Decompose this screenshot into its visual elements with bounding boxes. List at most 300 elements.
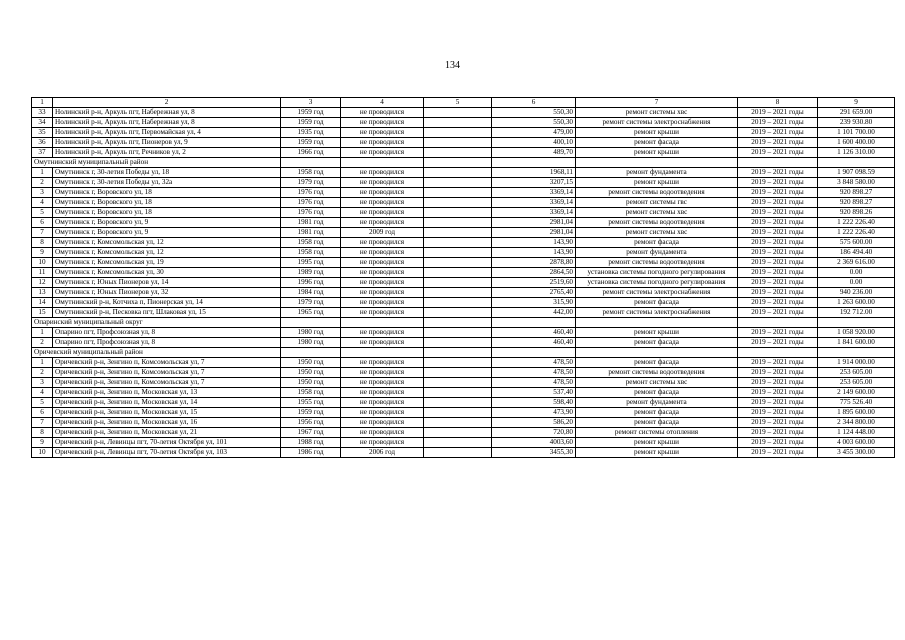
table-row xyxy=(32,168,895,178)
col-5-cell xyxy=(424,238,492,248)
work-type-cell: ремонт системы хвс xyxy=(576,208,738,218)
period-cell: 2019 – 2021 годы xyxy=(738,438,818,448)
column-number-4: 4 xyxy=(341,98,424,108)
address-cell: Нолинский р-н, Аркуль пгт, Набережная ул, 8 xyxy=(53,118,281,128)
table-row xyxy=(32,128,895,138)
area-cell: 400,10 xyxy=(492,138,576,148)
last-repair-year-cell: не проводился xyxy=(341,328,424,338)
address-cell: Омутнинск г, Комсомольская ул, 19 xyxy=(53,258,281,268)
col-5-cell xyxy=(424,108,492,118)
row-number-cell: 10 xyxy=(32,448,53,458)
cost-cell: 1 124 448.00 xyxy=(818,428,895,438)
build-year-cell: 1976 год xyxy=(281,188,341,198)
col-5-cell xyxy=(424,188,492,198)
section-empty-cell xyxy=(818,158,895,168)
cost-cell: 239 930.80 xyxy=(818,118,895,128)
address-cell: Омутнинск г, Воровского ул, 18 xyxy=(53,188,281,198)
cost-cell: 940 236.00 xyxy=(818,288,895,298)
address-cell: Омутнинск г, 30-летия Победы ул, 18 xyxy=(53,168,281,178)
area-cell: 3207,15 xyxy=(492,178,576,188)
area-cell: 478,50 xyxy=(492,368,576,378)
cost-cell: 253 605.00 xyxy=(818,378,895,388)
cost-cell: 0.00 xyxy=(818,268,895,278)
work-type-cell: ремонт фасада xyxy=(576,358,738,368)
address-cell: Омутнинск г, Комсомольская ул, 30 xyxy=(53,268,281,278)
area-cell: 2878,80 xyxy=(492,258,576,268)
area-cell: 143,90 xyxy=(492,248,576,258)
area-cell: 143,90 xyxy=(492,238,576,248)
column-number-row xyxy=(32,98,895,108)
work-type-cell: ремонт фундамента xyxy=(576,248,738,258)
address-cell: Омутнинск г, Юных Пионеров ул, 32 xyxy=(53,288,281,298)
period-cell: 2019 – 2021 годы xyxy=(738,278,818,288)
row-number-cell: 37 xyxy=(32,148,53,158)
section-empty-cell xyxy=(424,158,492,168)
section-empty-cell xyxy=(341,158,424,168)
area-cell: 3455,30 xyxy=(492,448,576,458)
cost-cell: 1 126 310.00 xyxy=(818,148,895,158)
column-number-9: 9 xyxy=(818,98,895,108)
row-number-cell: 35 xyxy=(32,128,53,138)
period-cell: 2019 – 2021 годы xyxy=(738,258,818,268)
address-cell: Омутнинский р-н, Котчиха п, Пионерская ул, 14 xyxy=(53,298,281,308)
section-empty-cell xyxy=(341,318,424,328)
row-number-cell: 36 xyxy=(32,138,53,148)
table-row xyxy=(32,178,895,188)
row-number-cell: 1 xyxy=(32,328,53,338)
cost-cell: 1 101 700.00 xyxy=(818,128,895,138)
work-type-cell: ремонт системы электроснабжения xyxy=(576,118,738,128)
address-cell: Оричевский р-н, Зенгино п, Московская ул, 15 xyxy=(53,408,281,418)
address-cell: Нолинский р-н, Аркуль пгт, Речников ул, 2 xyxy=(53,148,281,158)
col-5-cell xyxy=(424,138,492,148)
period-cell: 2019 – 2021 годы xyxy=(738,448,818,458)
column-number-3: 3 xyxy=(281,98,341,108)
last-repair-year-cell: 2006 год xyxy=(341,448,424,458)
last-repair-year-cell: не проводился xyxy=(341,408,424,418)
column-number-7: 7 xyxy=(576,98,738,108)
work-type-cell: ремонт системы электроснабжения xyxy=(576,288,738,298)
section-empty-cell xyxy=(738,318,818,328)
work-type-cell: ремонт фасада xyxy=(576,238,738,248)
column-number-8: 8 xyxy=(738,98,818,108)
build-year-cell: 1979 год xyxy=(281,178,341,188)
table-row xyxy=(32,358,895,368)
build-year-cell: 1956 год xyxy=(281,418,341,428)
area-cell: 460,40 xyxy=(492,338,576,348)
row-number-cell: 5 xyxy=(32,208,53,218)
row-number-cell: 12 xyxy=(32,278,53,288)
row-number-cell: 5 xyxy=(32,398,53,408)
area-cell: 479,00 xyxy=(492,128,576,138)
build-year-cell: 1965 год xyxy=(281,308,341,318)
build-year-cell: 1984 год xyxy=(281,288,341,298)
table-row xyxy=(32,298,895,308)
page-number: 134 xyxy=(445,60,460,71)
last-repair-year-cell: не проводился xyxy=(341,218,424,228)
cost-cell: 1 895 600.00 xyxy=(818,408,895,418)
work-type-cell: ремонт крыши xyxy=(576,148,738,158)
build-year-cell: 1950 год xyxy=(281,358,341,368)
address-cell: Омутнинск г, Воровского ул, 9 xyxy=(53,218,281,228)
cost-cell: 4 003 600.00 xyxy=(818,438,895,448)
area-cell: 2765,40 xyxy=(492,288,576,298)
period-cell: 2019 – 2021 годы xyxy=(738,378,818,388)
work-type-cell: ремонт системы хвс xyxy=(576,228,738,238)
last-repair-year-cell: не проводился xyxy=(341,368,424,378)
work-type-cell: ремонт фасада xyxy=(576,408,738,418)
area-cell: 598,40 xyxy=(492,398,576,408)
address-cell: Оричевский р-н, Зенгино п, Московская ул, 16 xyxy=(53,418,281,428)
address-cell: Оричевский р-н, Зенгино п, Комсомольская ул, 7 xyxy=(53,378,281,388)
section-empty-cell xyxy=(576,158,738,168)
period-cell: 2019 – 2021 годы xyxy=(738,358,818,368)
address-cell: Нолинский р-н, Аркуль пгт, Первомайская ул, 4 xyxy=(53,128,281,138)
row-number-cell: 2 xyxy=(32,338,53,348)
build-year-cell: 1950 год xyxy=(281,368,341,378)
table-row xyxy=(32,118,895,128)
work-type-cell: ремонт фундамента xyxy=(576,168,738,178)
build-year-cell: 1959 год xyxy=(281,108,341,118)
area-cell: 4003,60 xyxy=(492,438,576,448)
last-repair-year-cell: не проводился xyxy=(341,268,424,278)
col-5-cell xyxy=(424,258,492,268)
cost-cell: 1 222 226.40 xyxy=(818,218,895,228)
build-year-cell: 1981 год xyxy=(281,228,341,238)
period-cell: 2019 – 2021 годы xyxy=(738,148,818,158)
address-cell: Омутнинск г, Воровского ул, 9 xyxy=(53,228,281,238)
section-empty-cell xyxy=(281,158,341,168)
address-cell: Нолинский р-н, Аркуль пгт, Набережная ул, 8 xyxy=(53,108,281,118)
area-cell: 537,40 xyxy=(492,388,576,398)
period-cell: 2019 – 2021 годы xyxy=(738,388,818,398)
col-5-cell xyxy=(424,408,492,418)
section-row xyxy=(32,318,895,328)
section-empty-cell xyxy=(738,158,818,168)
col-5-cell xyxy=(424,248,492,258)
build-year-cell: 1989 год xyxy=(281,268,341,278)
address-cell: Опарино пгт, Профсоюзная ул, 8 xyxy=(53,338,281,348)
work-type-cell: ремонт фасада xyxy=(576,138,738,148)
area-cell: 720,80 xyxy=(492,428,576,438)
last-repair-year-cell: не проводился xyxy=(341,338,424,348)
cost-cell: 1 263 600.00 xyxy=(818,298,895,308)
row-number-cell: 4 xyxy=(32,388,53,398)
table-row xyxy=(32,448,895,458)
work-type-cell: установка системы погодного регулирования xyxy=(576,268,738,278)
work-type-cell: ремонт системы гвс xyxy=(576,198,738,208)
period-cell: 2019 – 2021 годы xyxy=(738,108,818,118)
build-year-cell: 1980 год xyxy=(281,328,341,338)
col-5-cell xyxy=(424,288,492,298)
row-number-cell: 8 xyxy=(32,428,53,438)
section-title: Опаринский муниципальный округ xyxy=(32,318,281,328)
col-5-cell xyxy=(424,298,492,308)
section-empty-cell xyxy=(341,348,424,358)
last-repair-year-cell: не проводился xyxy=(341,198,424,208)
cost-cell: 1 058 920.00 xyxy=(818,328,895,338)
table-row xyxy=(32,188,895,198)
column-number-6: 6 xyxy=(492,98,576,108)
section-empty-cell xyxy=(492,318,576,328)
build-year-cell: 1950 год xyxy=(281,378,341,388)
row-number-cell: 11 xyxy=(32,268,53,278)
cost-cell: 920 898.26 xyxy=(818,208,895,218)
last-repair-year-cell: не проводился xyxy=(341,438,424,448)
area-cell: 442,00 xyxy=(492,308,576,318)
area-cell: 3369,14 xyxy=(492,208,576,218)
build-year-cell: 1958 год xyxy=(281,238,341,248)
cost-cell: 920 898.27 xyxy=(818,188,895,198)
table-row xyxy=(32,288,895,298)
row-number-cell: 14 xyxy=(32,298,53,308)
table-row xyxy=(32,398,895,408)
col-5-cell xyxy=(424,218,492,228)
row-number-cell: 33 xyxy=(32,108,53,118)
period-cell: 2019 – 2021 годы xyxy=(738,208,818,218)
address-cell: Опарино пгт, Профсоюзная ул, 8 xyxy=(53,328,281,338)
work-type-cell: ремонт системы водоотведения xyxy=(576,218,738,228)
row-number-cell: 3 xyxy=(32,378,53,388)
col-5-cell xyxy=(424,168,492,178)
build-year-cell: 1958 год xyxy=(281,168,341,178)
area-cell: 2981,04 xyxy=(492,218,576,228)
col-5-cell xyxy=(424,178,492,188)
table-row xyxy=(32,218,895,228)
cost-cell: 186 494.40 xyxy=(818,248,895,258)
table-row xyxy=(32,278,895,288)
period-cell: 2019 – 2021 годы xyxy=(738,308,818,318)
address-cell: Омутнинск г, 30-летия Победы ул, 32а xyxy=(53,178,281,188)
work-type-cell: ремонт фундамента xyxy=(576,398,738,408)
period-cell: 2019 – 2021 годы xyxy=(738,228,818,238)
cost-cell: 0.00 xyxy=(818,278,895,288)
address-cell: Омутнинск г, Комсомольская ул, 12 xyxy=(53,248,281,258)
section-empty-cell xyxy=(818,318,895,328)
cost-cell: 2 369 616.00 xyxy=(818,258,895,268)
row-number-cell: 7 xyxy=(32,228,53,238)
address-cell: Омутнинск г, Воровского ул, 18 xyxy=(53,208,281,218)
work-type-cell: ремонт крыши xyxy=(576,178,738,188)
build-year-cell: 1958 год xyxy=(281,388,341,398)
table-row xyxy=(32,198,895,208)
work-type-cell: ремонт крыши xyxy=(576,448,738,458)
period-cell: 2019 – 2021 годы xyxy=(738,128,818,138)
table-row xyxy=(32,148,895,158)
address-cell: Оричевский р-н, Зенгино п, Комсомольская ул, 7 xyxy=(53,368,281,378)
build-year-cell: 1981 год xyxy=(281,218,341,228)
col-5-cell xyxy=(424,398,492,408)
section-empty-cell xyxy=(818,348,895,358)
section-row xyxy=(32,158,895,168)
section-empty-cell xyxy=(281,318,341,328)
build-year-cell: 1958 год xyxy=(281,248,341,258)
period-cell: 2019 – 2021 годы xyxy=(738,338,818,348)
table-row xyxy=(32,248,895,258)
period-cell: 2019 – 2021 годы xyxy=(738,118,818,128)
cost-cell: 192 712.00 xyxy=(818,308,895,318)
work-type-cell: ремонт крыши xyxy=(576,128,738,138)
cost-cell: 253 605.00 xyxy=(818,368,895,378)
capital-repair-table xyxy=(31,97,895,458)
row-number-cell: 3 xyxy=(32,188,53,198)
section-empty-cell xyxy=(576,348,738,358)
col-5-cell xyxy=(424,388,492,398)
work-type-cell: установка системы погодного регулирования xyxy=(576,278,738,288)
table-row xyxy=(32,258,895,268)
last-repair-year-cell: не проводился xyxy=(341,388,424,398)
area-cell: 489,70 xyxy=(492,148,576,158)
area-cell: 550,30 xyxy=(492,118,576,128)
row-number-cell: 7 xyxy=(32,418,53,428)
cost-cell: 920 898.27 xyxy=(818,198,895,208)
period-cell: 2019 – 2021 годы xyxy=(738,218,818,228)
col-5-cell xyxy=(424,278,492,288)
period-cell: 2019 – 2021 годы xyxy=(738,178,818,188)
cost-cell: 1 907 098.59 xyxy=(818,168,895,178)
cost-cell: 575 600.00 xyxy=(818,238,895,248)
table-row xyxy=(32,238,895,248)
table-row xyxy=(32,138,895,148)
col-5-cell xyxy=(424,118,492,128)
address-cell: Оричевский р-н, Левинцы пгт, 70-летия Октября ул, 101 xyxy=(53,438,281,448)
build-year-cell: 1979 год xyxy=(281,298,341,308)
period-cell: 2019 – 2021 годы xyxy=(738,288,818,298)
address-cell: Оричевский р-н, Зенгино п, Комсомольская ул, 7 xyxy=(53,358,281,368)
last-repair-year-cell: не проводился xyxy=(341,418,424,428)
period-cell: 2019 – 2021 годы xyxy=(738,428,818,438)
table-row xyxy=(32,338,895,348)
col-5-cell xyxy=(424,308,492,318)
period-cell: 2019 – 2021 годы xyxy=(738,298,818,308)
col-5-cell xyxy=(424,208,492,218)
col-5-cell xyxy=(424,378,492,388)
table-row xyxy=(32,438,895,448)
last-repair-year-cell: не проводился xyxy=(341,108,424,118)
work-type-cell: ремонт системы водоотведения xyxy=(576,368,738,378)
section-empty-cell xyxy=(424,318,492,328)
area-cell: 2864,50 xyxy=(492,268,576,278)
row-number-cell: 4 xyxy=(32,198,53,208)
col-5-cell xyxy=(424,148,492,158)
section-empty-cell xyxy=(576,318,738,328)
table-row xyxy=(32,268,895,278)
col-5-cell xyxy=(424,368,492,378)
row-number-cell: 1 xyxy=(32,358,53,368)
period-cell: 2019 – 2021 годы xyxy=(738,238,818,248)
row-number-cell: 6 xyxy=(32,218,53,228)
last-repair-year-cell: не проводился xyxy=(341,168,424,178)
row-number-cell: 15 xyxy=(32,308,53,318)
col-5-cell xyxy=(424,328,492,338)
section-row xyxy=(32,348,895,358)
last-repair-year-cell: не проводился xyxy=(341,138,424,148)
cost-cell: 2 149 600.00 xyxy=(818,388,895,398)
build-year-cell: 1980 год xyxy=(281,338,341,348)
col-5-cell xyxy=(424,128,492,138)
row-number-cell: 10 xyxy=(32,258,53,268)
col-5-cell xyxy=(424,438,492,448)
section-empty-cell xyxy=(738,348,818,358)
area-cell: 478,50 xyxy=(492,358,576,368)
address-cell: Оричевский р-н, Зенгино п, Московская ул, 21 xyxy=(53,428,281,438)
period-cell: 2019 – 2021 годы xyxy=(738,398,818,408)
cost-cell: 291 659.00 xyxy=(818,108,895,118)
work-type-cell: ремонт фасада xyxy=(576,388,738,398)
build-year-cell: 1976 год xyxy=(281,198,341,208)
col-5-cell xyxy=(424,358,492,368)
section-title: Омутнинский муниципальный район xyxy=(32,158,281,168)
row-number-cell: 9 xyxy=(32,438,53,448)
period-cell: 2019 – 2021 годы xyxy=(738,368,818,378)
table-row xyxy=(32,368,895,378)
last-repair-year-cell: не проводился xyxy=(341,428,424,438)
table-row xyxy=(32,418,895,428)
area-cell: 478,50 xyxy=(492,378,576,388)
work-type-cell: ремонт фасада xyxy=(576,338,738,348)
cost-cell: 775 526.40 xyxy=(818,398,895,408)
build-year-cell: 1966 год xyxy=(281,148,341,158)
table-row xyxy=(32,388,895,398)
address-cell: Омутнинский р-н, Песковка пгт, Шлаковая ул, 15 xyxy=(53,308,281,318)
last-repair-year-cell: не проводился xyxy=(341,398,424,408)
area-cell: 315,90 xyxy=(492,298,576,308)
last-repair-year-cell: не проводился xyxy=(341,148,424,158)
address-cell: Оричевский р-н, Левинцы пгт, 70-летия Октября ул, 103 xyxy=(53,448,281,458)
col-5-cell xyxy=(424,448,492,458)
area-cell: 460,40 xyxy=(492,328,576,338)
last-repair-year-cell: 2009 год xyxy=(341,228,424,238)
row-number-cell: 2 xyxy=(32,178,53,188)
cost-cell: 3 848 580.00 xyxy=(818,178,895,188)
row-number-cell: 2 xyxy=(32,368,53,378)
build-year-cell: 1988 год xyxy=(281,438,341,448)
period-cell: 2019 – 2021 годы xyxy=(738,198,818,208)
period-cell: 2019 – 2021 годы xyxy=(738,168,818,178)
table-row xyxy=(32,208,895,218)
area-cell: 473,90 xyxy=(492,408,576,418)
last-repair-year-cell: не проводился xyxy=(341,118,424,128)
col-5-cell xyxy=(424,428,492,438)
last-repair-year-cell: не проводился xyxy=(341,298,424,308)
work-type-cell: ремонт системы водоотведения xyxy=(576,258,738,268)
address-cell: Омутнинск г, Комсомольская ул, 12 xyxy=(53,238,281,248)
period-cell: 2019 – 2021 годы xyxy=(738,328,818,338)
cost-cell: 1 841 600.00 xyxy=(818,338,895,348)
period-cell: 2019 – 2021 годы xyxy=(738,268,818,278)
work-type-cell: ремонт фасада xyxy=(576,298,738,308)
area-cell: 2981,04 xyxy=(492,228,576,238)
section-empty-cell xyxy=(281,348,341,358)
last-repair-year-cell: не проводился xyxy=(341,308,424,318)
row-number-cell: 9 xyxy=(32,248,53,258)
cost-cell: 1 222 226.40 xyxy=(818,228,895,238)
row-number-cell: 34 xyxy=(32,118,53,128)
last-repair-year-cell: не проводился xyxy=(341,188,424,198)
area-cell: 1968,11 xyxy=(492,168,576,178)
work-type-cell: ремонт системы хвс xyxy=(576,108,738,118)
column-number-1: 1 xyxy=(32,98,53,108)
col-5-cell xyxy=(424,228,492,238)
cost-cell: 2 344 800.00 xyxy=(818,418,895,428)
build-year-cell: 1976 год xyxy=(281,208,341,218)
section-empty-cell xyxy=(424,348,492,358)
period-cell: 2019 – 2021 годы xyxy=(738,408,818,418)
last-repair-year-cell: не проводился xyxy=(341,378,424,388)
table-row xyxy=(32,378,895,388)
col-5-cell xyxy=(424,268,492,278)
build-year-cell: 1986 год xyxy=(281,448,341,458)
